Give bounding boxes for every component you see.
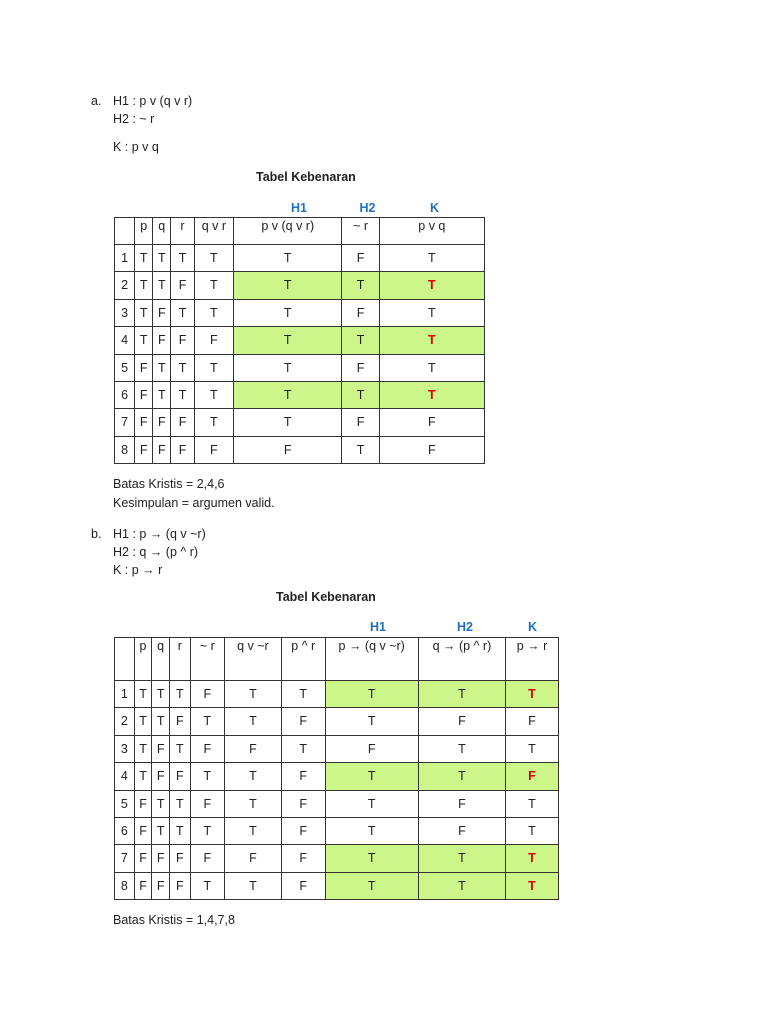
table-cell: F — [171, 409, 194, 436]
header-cell — [115, 218, 135, 245]
table-cell: T — [171, 381, 194, 408]
table-cell: F — [135, 381, 153, 408]
table-cell: F — [153, 327, 171, 354]
row-number-cell: 1 — [115, 681, 135, 708]
section-a-label-k: K — [429, 201, 440, 215]
table-cell: F — [153, 436, 171, 463]
table-cell: T — [171, 354, 194, 381]
table-cell: T — [342, 381, 379, 408]
table-cell: F — [342, 409, 379, 436]
table-cell: T — [506, 735, 559, 762]
table-cell: F — [325, 735, 418, 762]
table-row — [115, 381, 485, 408]
table-cell: T — [234, 381, 342, 408]
table-cell: F — [342, 245, 379, 272]
table-cell: F — [152, 872, 170, 899]
table-row — [115, 845, 559, 872]
row-number-cell: 4 — [115, 763, 135, 790]
table-cell: F — [190, 790, 224, 817]
table-cell: F — [506, 763, 559, 790]
table-cell: T — [379, 327, 484, 354]
table-cell: T — [152, 681, 170, 708]
table-cell: T — [153, 245, 171, 272]
table-cell: T — [224, 817, 281, 844]
table-cell: F — [281, 845, 325, 872]
table-cell: T — [190, 763, 224, 790]
row-number-cell: 2 — [115, 708, 135, 735]
table-cell: F — [152, 735, 170, 762]
header-cell: p ^ r — [281, 638, 325, 681]
header-cell: p → (q v ~r) — [325, 638, 418, 681]
header-cell: ~ r — [342, 218, 379, 245]
table-row — [115, 409, 485, 436]
table-cell: F — [135, 354, 153, 381]
header-cell — [115, 638, 135, 681]
table-cell: T — [153, 381, 171, 408]
table-header-row — [115, 218, 485, 245]
table-cell: T — [234, 272, 342, 299]
table-cell: F — [190, 681, 224, 708]
table-row — [115, 708, 559, 735]
table-cell: T — [325, 845, 418, 872]
section-b-letter: b. — [91, 527, 102, 541]
table-cell: T — [169, 735, 190, 762]
table-cell: T — [506, 790, 559, 817]
table-cell: T — [379, 354, 484, 381]
table-cell: F — [153, 299, 171, 326]
header-cell: q — [153, 218, 171, 245]
section-a-batas-kritis: Batas Kristis = 2,4,6 — [113, 477, 225, 491]
table-cell: T — [325, 817, 418, 844]
header-cell: r — [169, 638, 190, 681]
header-cell: r — [171, 218, 194, 245]
table-cell: T — [171, 299, 194, 326]
row-number-cell: 3 — [115, 735, 135, 762]
table-cell: F — [342, 299, 379, 326]
truth-table-a — [114, 217, 485, 464]
table-cell: T — [224, 681, 281, 708]
table-cell: F — [234, 436, 342, 463]
truth-table-b — [114, 637, 559, 900]
table-cell: T — [418, 735, 505, 762]
table-cell: T — [134, 681, 152, 708]
table-cell: T — [234, 409, 342, 436]
header-cell: p — [135, 218, 153, 245]
table-cell: T — [234, 245, 342, 272]
table-cell: T — [281, 735, 325, 762]
row-number-cell: 1 — [115, 245, 135, 272]
table-row — [115, 354, 485, 381]
table-cell: T — [169, 817, 190, 844]
table-cell: T — [379, 381, 484, 408]
header-cell: p v (q v r) — [234, 218, 342, 245]
header-cell: p → r — [506, 638, 559, 681]
table-cell: T — [152, 790, 170, 817]
table-cell: F — [169, 872, 190, 899]
section-b-batas-kritis: Batas Kristis = 1,4,7,8 — [113, 913, 235, 927]
row-number-cell: 5 — [115, 790, 135, 817]
table-cell: T — [171, 245, 194, 272]
row-number-cell: 8 — [115, 872, 135, 899]
table-cell: T — [152, 817, 170, 844]
table-cell: F — [194, 327, 233, 354]
table-cell: T — [134, 735, 152, 762]
section-b-k: K : p → r — [113, 563, 163, 577]
table-cell: T — [190, 817, 224, 844]
table-cell: T — [418, 872, 505, 899]
table-cell: T — [190, 708, 224, 735]
row-number-cell: 7 — [115, 409, 135, 436]
section-b-h2: H2 : q → (p ^ r) — [113, 545, 199, 559]
table-header-row — [115, 638, 559, 681]
row-number-cell: 3 — [115, 299, 135, 326]
table-cell: F — [281, 708, 325, 735]
section-a-label-h2: H2 — [359, 201, 376, 215]
table-cell: F — [169, 708, 190, 735]
table-cell: T — [224, 763, 281, 790]
table-cell: T — [224, 872, 281, 899]
table-cell: F — [418, 790, 505, 817]
table-cell: T — [342, 436, 379, 463]
table-cell: T — [169, 790, 190, 817]
table-cell: T — [169, 681, 190, 708]
table-cell: T — [224, 708, 281, 735]
header-cell: p — [134, 638, 152, 681]
table-cell: F — [134, 872, 152, 899]
table-cell: T — [418, 845, 505, 872]
row-number-cell: 5 — [115, 354, 135, 381]
table-cell: T — [234, 354, 342, 381]
table-cell: T — [194, 299, 233, 326]
table-cell: F — [190, 735, 224, 762]
table-cell: T — [379, 272, 484, 299]
table-cell: F — [171, 436, 194, 463]
header-cell: ~ r — [190, 638, 224, 681]
table-cell: F — [135, 436, 153, 463]
row-number-cell: 2 — [115, 272, 135, 299]
table-cell: T — [325, 708, 418, 735]
table-cell: F — [134, 817, 152, 844]
table-cell: F — [418, 708, 505, 735]
section-a-h1: H1 : p v (q v r) — [113, 94, 193, 108]
table-row — [115, 327, 485, 354]
table-cell: T — [135, 327, 153, 354]
table-cell: T — [325, 763, 418, 790]
table-row — [115, 299, 485, 326]
header-cell: q v ~r — [224, 638, 281, 681]
section-b-table-title: Tabel Kebenaran — [276, 590, 376, 604]
header-cell: q v r — [194, 218, 233, 245]
row-number-cell: 7 — [115, 845, 135, 872]
section-a-k: K : p v q — [113, 140, 159, 154]
table-cell: T — [134, 708, 152, 735]
table-cell: T — [342, 327, 379, 354]
table-cell: F — [224, 735, 281, 762]
section-a-letter: a. — [91, 94, 102, 108]
table-cell: F — [171, 272, 194, 299]
table-cell: T — [224, 790, 281, 817]
section-b-label-k: K — [527, 620, 538, 634]
row-number-cell: 6 — [115, 381, 135, 408]
table-cell: F — [169, 763, 190, 790]
table-cell: F — [134, 845, 152, 872]
table-cell: F — [342, 354, 379, 381]
table-cell: T — [152, 708, 170, 735]
header-cell: q → (p ^ r) — [418, 638, 505, 681]
table-cell: F — [190, 845, 224, 872]
table-row — [115, 681, 559, 708]
header-cell: p v q — [379, 218, 484, 245]
section-a-table-title: Tabel Kebenaran — [256, 170, 356, 184]
section-b-label-h2: H2 — [457, 620, 473, 634]
section-b-label-h1: H1 — [370, 620, 386, 634]
table-cell: F — [506, 708, 559, 735]
table-row — [115, 735, 559, 762]
table-cell: T — [379, 299, 484, 326]
table-cell: F — [379, 409, 484, 436]
table-row — [115, 436, 485, 463]
table-cell: T — [342, 272, 379, 299]
table-cell: T — [506, 817, 559, 844]
table-row — [115, 245, 485, 272]
header-cell: q — [152, 638, 170, 681]
table-cell: T — [190, 872, 224, 899]
table-cell: T — [194, 409, 233, 436]
table-cell: T — [234, 327, 342, 354]
table-cell: F — [135, 409, 153, 436]
table-row — [115, 872, 559, 899]
table-cell: F — [418, 817, 505, 844]
table-cell: F — [379, 436, 484, 463]
table-cell: T — [325, 872, 418, 899]
table-cell: T — [134, 763, 152, 790]
table-cell: T — [194, 272, 233, 299]
table-row — [115, 763, 559, 790]
table-cell: T — [153, 272, 171, 299]
section-b-h1: H1 : p → (q v ~r) — [113, 527, 206, 541]
table-cell: F — [194, 436, 233, 463]
table-cell: T — [506, 845, 559, 872]
table-cell: T — [379, 245, 484, 272]
table-cell: F — [281, 790, 325, 817]
table-cell: F — [152, 845, 170, 872]
table-cell: F — [281, 817, 325, 844]
table-cell: F — [134, 790, 152, 817]
table-row — [115, 790, 559, 817]
table-cell: T — [418, 763, 505, 790]
section-a-h2: H2 : ~ r — [113, 112, 155, 126]
table-cell: F — [153, 409, 171, 436]
section-a-kesimpulan: Kesimpulan = argumen valid. — [113, 496, 275, 510]
table-cell: T — [135, 299, 153, 326]
table-cell: T — [194, 354, 233, 381]
table-cell: T — [194, 245, 233, 272]
table-row — [115, 272, 485, 299]
table-cell: T — [418, 681, 505, 708]
table-cell: T — [281, 681, 325, 708]
table-cell: F — [171, 327, 194, 354]
table-cell: F — [224, 845, 281, 872]
section-a-label-h1: H1 — [291, 201, 307, 215]
table-cell: F — [281, 872, 325, 899]
table-cell: F — [169, 845, 190, 872]
table-cell: T — [153, 354, 171, 381]
table-cell: T — [325, 681, 418, 708]
row-number-cell: 4 — [115, 327, 135, 354]
row-number-cell: 8 — [115, 436, 135, 463]
table-cell: T — [194, 381, 233, 408]
table-cell: T — [234, 299, 342, 326]
row-number-cell: 6 — [115, 817, 135, 844]
table-cell: T — [325, 790, 418, 817]
table-row — [115, 817, 559, 844]
table-cell: T — [506, 681, 559, 708]
table-cell: T — [506, 872, 559, 899]
table-cell: T — [135, 272, 153, 299]
table-cell: T — [135, 245, 153, 272]
table-cell: F — [152, 763, 170, 790]
table-cell: F — [281, 763, 325, 790]
